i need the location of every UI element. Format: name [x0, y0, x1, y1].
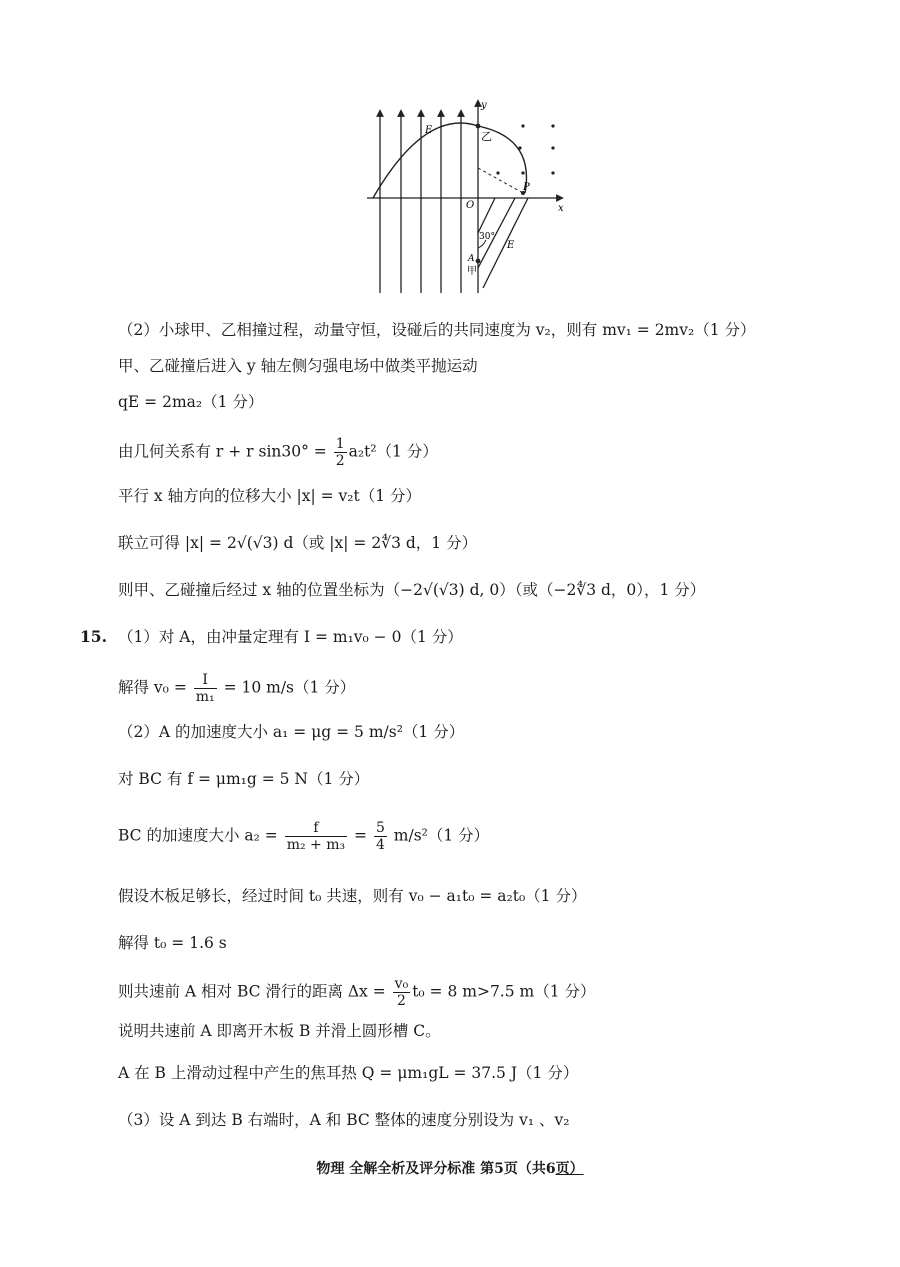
- text-line: 假设木板足够长，经过时间 t₀ 共速，则有 v₀ − a₁t₀ = a₂t₀（1 分）: [118, 887, 587, 905]
- text-segment: a₂t²（1 分）: [348, 442, 438, 461]
- text-line: 平行 x 轴方向的位移大小 |x| = v₂t（1 分）: [118, 487, 422, 505]
- angle-label: 30°: [479, 232, 495, 242]
- fraction: $\frac{\text{v₀}}{2}$: [394, 976, 409, 1009]
- physics-diagram: [365, 98, 575, 298]
- text-line: BC 的加速度大小 a₂ = $\frac{f}{\text{m₂ + m₃}}$ = $\frac{5}{4}$ m/s²（1 分）: [118, 820, 490, 853]
- ball-jia-label: 甲: [467, 266, 477, 277]
- text-line: 对 BC 有 f = μm₁g = 5 N（1 分）: [118, 770, 370, 788]
- x-axis-label: x: [558, 203, 564, 214]
- text-line: 说明共速前 A 即离开木板 B 并滑上圆形槽 C。: [118, 1022, 441, 1040]
- text-line: [118, 436, 438, 469]
- problem-number: 15.: [80, 627, 107, 646]
- text-segment: 由几何关系有 r + r sin30° =: [118, 442, 332, 461]
- fraction: $\frac{5}{4}$: [375, 820, 385, 853]
- text-line: 联立可得 |x| = 2√(√3) d（或 |x| = 2∜3 d，1 分）: [118, 534, 478, 552]
- fraction: $\frac{1}{2}$: [335, 436, 345, 469]
- text-line: 甲、乙碰撞后进入 y 轴左侧匀强电场中做类平抛运动: [118, 357, 478, 375]
- fraction: $\frac{f}{\text{m₂ + m₃}}$: [286, 820, 346, 853]
- text-line: （3）设 A 到达 B 右端时，A 和 BC 整体的速度分别设为 v₁ 、v₂: [118, 1111, 570, 1129]
- text-line: 则共速前 A 相对 BC 滑行的距离 Δx = $\frac{\text{v₀}}{2}$ t₀ = 8 m>7.5 m（1 分）: [118, 976, 596, 1009]
- ball-yi-label: 乙: [481, 130, 492, 143]
- page-footer: 物理 全解全析及评分标准 第5页（共6页）: [316, 1161, 584, 1177]
- y-axis-label: y: [481, 100, 487, 111]
- point-a-label: A: [468, 254, 475, 264]
- point-p-label: P: [523, 182, 530, 193]
- text-line: qE = 2ma₂（1 分）: [118, 393, 264, 411]
- origin-label: O: [466, 200, 475, 211]
- text-line: 解得 v₀ = $\frac{I}{\text{m₁}}$ = 10 m/s（1 分）: [118, 672, 356, 705]
- text-line: A 在 B 上滑动过程中产生的焦耳热 Q = μm₁gL = 37.5 J（1 分）: [118, 1064, 579, 1082]
- text-line: 则甲、乙碰撞后经过 x 轴的位置坐标为（−2√(√3) d, 0）（或（−2∜3 d，0），1 分）: [118, 581, 706, 599]
- field-e-right-label: E: [507, 240, 515, 251]
- field-e-left-label: E: [425, 125, 433, 136]
- text-line: （2）小球甲、乙相撞过程，动量守恒，设碰后的共同速度为 v₂，则有 mv₁ = 2mv₂（1 分）: [118, 321, 756, 339]
- text-line: （2）A 的加速度大小 a₁ = μg = 5 m/s²（1 分）: [118, 723, 465, 741]
- text-line: （1）对 A，由冲量定理有 I = m₁v₀ − 0（1 分）: [118, 628, 463, 646]
- text-line: 解得 t₀ = 1.6 s: [118, 934, 227, 952]
- fraction: $\frac{I}{\text{m₁}}$: [195, 672, 215, 705]
